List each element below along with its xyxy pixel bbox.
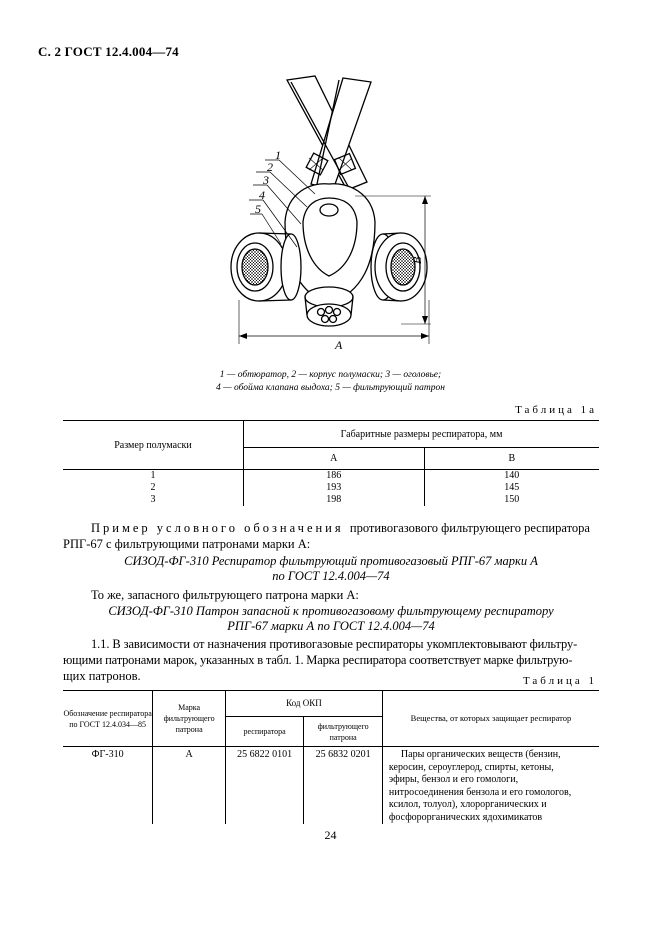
figure-caption-line2: 4 — обойма клапана выдоха; 5 — фильтрующий патрон [216, 383, 445, 393]
table-1a [63, 420, 599, 506]
table-1 [63, 690, 599, 824]
table1-label: Таблица 1 [522, 675, 597, 687]
table1-cell-okp-resp: 25 6822 0101 [225, 747, 303, 825]
callout-3: 3 [263, 173, 269, 187]
table1-h-okp-resp: респиратора [225, 717, 303, 747]
clause-line1: 1.1. В зависимости от назначения противогазовые респираторы укомплектовывают фильтру- [91, 637, 578, 651]
callout-4: 4 [259, 188, 265, 202]
dimension-b-label: B [410, 256, 424, 264]
example-line1-rest: противогазового фильтрующего респиратора [349, 521, 590, 535]
subst-line: керосин, сероуглерод, спирты, кетоны, [388, 761, 554, 773]
table1a-cell: 186 [244, 470, 425, 482]
table1a-col-size: Размер полумаски [63, 421, 244, 470]
designation1-line2: по ГОСТ 12.4.004—74 [272, 569, 390, 583]
table1-h-okp-patr: фильтрующего патрона [304, 717, 383, 747]
table1-cell-resp: ФГ-310 [63, 747, 153, 825]
table1-h-okp: Код ОКП [225, 691, 382, 717]
dimension-a-label: A [335, 338, 343, 352]
subst-line: фосфорорганических ядохимикатов [388, 811, 543, 823]
subst-line: эфиры, бензол и его гомологи, [388, 774, 519, 785]
subst-line: Пары органических веществ (бензин, [400, 749, 561, 760]
designation2-line2: РПГ-67 марки А по ГОСТ 12.4.004—74 [227, 619, 435, 633]
callout-1: 1 [275, 148, 281, 162]
table1-h-resp: Обозначение респиратора по ГОСТ 12.4.034—85 [63, 691, 153, 747]
table1a-cell: 145 [504, 482, 520, 493]
table1a-cell: 1 [63, 470, 244, 482]
table1a-cell: 193 [244, 482, 425, 494]
table1-cell-subst [382, 747, 599, 825]
respirator-drawing [225, 72, 435, 357]
table1a-col-b: В [508, 453, 516, 464]
example-line1 [91, 520, 590, 536]
clause-line3: щих патронов. [63, 669, 141, 683]
page-header: С. 2 ГОСТ 12.4.004—74 [38, 44, 179, 59]
subst-line: ксилол, толуол), хлорорганических и [388, 799, 547, 810]
table1a-cell: 2 [63, 482, 244, 494]
callout-5: 5 [255, 202, 261, 216]
table1-cell-okp-patr: 25 6832 0201 [304, 747, 383, 825]
page-number: 24 [324, 828, 337, 842]
designation1-line1: СИЗОД-ФГ-310 Респиратор фильтрующий противогазовый РПГ-67 марки А [124, 554, 538, 568]
designation2-line1: СИЗОД-ФГ-310 Патрон запасной к противогазовому фильтрующему респиратору [108, 604, 554, 618]
table1-cell-mark: А [153, 747, 226, 825]
clause-line2: ющими патронами марок, указанных в табл. 1. Марка респиратора соответствует марке фильтрую- [63, 653, 573, 667]
table1-h-subst: Вещества, от которых защищает респиратор [382, 691, 599, 747]
table1a-cell: 150 [504, 494, 520, 505]
table1a-cell: 3 [63, 494, 244, 506]
table1a-label: Таблица 1а [515, 404, 597, 416]
table1a-col-a: А [244, 448, 425, 470]
subst-line: нитросоединения бензола и его гомологов, [388, 786, 572, 798]
callout-2: 2 [267, 160, 273, 174]
example-same: То же, запасного фильтрующего патрона марки А: [91, 588, 359, 602]
table1a-cell: 140 [504, 470, 520, 482]
table1a-group-header: Габаритные размеры респиратора, мм [244, 421, 600, 448]
figure-caption-line1: 1 — обтюратор, 2 — корпус полумаски; 3 — оголовье; [219, 370, 442, 380]
table1-h-mark: Марка фильтрующего патрона [153, 691, 226, 747]
table1a-cell: 198 [244, 494, 425, 506]
example-line2: РПГ-67 с фильтрующими патронами марки А: [63, 537, 311, 551]
example-lead: Пример условного обозначения [91, 521, 344, 535]
